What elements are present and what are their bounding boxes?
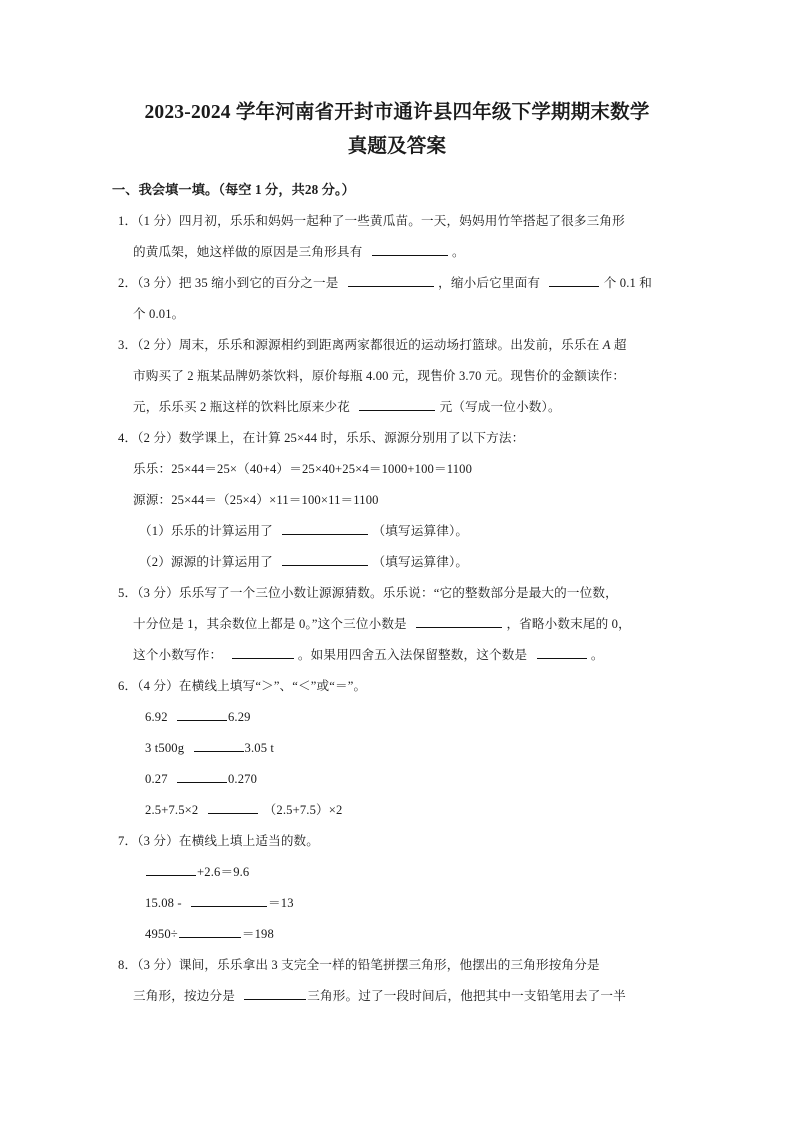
question-6-item-2-right: 3.05 t xyxy=(244,741,275,755)
question-4-sub-1-blank[interactable] xyxy=(282,522,368,535)
question-3-text-e: 元（写成一位小数）。 xyxy=(439,400,561,414)
question-5-text-b: ，省略小数末尾的 0， xyxy=(506,617,631,631)
question-8-text-a: 三角形，按边分是 xyxy=(133,989,235,1003)
question-6-item-4-left: 2.5+7.5×2 xyxy=(145,803,199,817)
question-4-sub-1-text-a: （1）乐乐的计算运用了 xyxy=(139,524,273,538)
question-7-item-3-blank[interactable] xyxy=(179,925,241,938)
section-header-fill-in: 一、我会填一填。（每空 1 分，共28 分。） xyxy=(112,182,355,197)
question-6-item-1-blank[interactable] xyxy=(177,708,227,721)
question-2-line-1 xyxy=(112,268,682,299)
question-6-prompt: 6．（4 分）在横线上填写“＞”、“＜”或“＝”。 xyxy=(118,679,367,693)
question-4-method-lele: 乐乐：25×44＝25×（40+4）＝25×40+25×4＝1000+100＝1100 xyxy=(133,462,473,476)
question-4-sub-1-text-b: （填写运算律）。 xyxy=(372,524,469,538)
page-title-line-1: 2023-2024 学年河南省开封市通许县四年级下学期期末数学 xyxy=(144,102,650,123)
question-6-item-1 xyxy=(112,702,682,733)
question-3-text-c: 超 xyxy=(610,338,627,352)
question-7-item-1-blank[interactable] xyxy=(146,863,196,876)
question-1-line-1: 1．（1 分）四月初，乐乐和妈妈一起种了一些黄瓜苗。一天，妈妈用竹竿搭起了很多三角形 xyxy=(118,214,625,228)
question-4-line-1: 4．（2 分）数学课上，在计算 25×44 时，乐乐、源源分别用了以下方法： xyxy=(118,431,525,445)
question-3-line-3 xyxy=(112,392,682,423)
question-7-item-2 xyxy=(112,888,682,919)
question-7-item-2-right: ＝13 xyxy=(268,896,294,910)
question-4 xyxy=(112,423,682,578)
question-7-prompt: 7．（3 分）在横线上填上适当的数。 xyxy=(118,834,320,848)
question-5-blank-2[interactable] xyxy=(232,646,294,659)
question-7-item-2-blank[interactable] xyxy=(191,894,267,907)
question-7 xyxy=(112,826,682,950)
question-6-item-1-left: 6.92 xyxy=(145,710,168,724)
question-5-blank-1[interactable] xyxy=(416,615,502,628)
question-5 xyxy=(112,578,682,671)
question-6-item-2-blank[interactable] xyxy=(194,739,244,752)
question-6-item-3-blank[interactable] xyxy=(177,770,227,783)
question-7-item-3-left: 4950÷ xyxy=(145,927,178,941)
question-3-line-1 xyxy=(112,330,682,361)
question-4-sub-2 xyxy=(112,547,682,578)
question-6-item-2 xyxy=(112,733,682,764)
question-5-line-1: 5．（3 分）乐乐写了一个三位小数让源源猜数。乐乐说：“它的整数部分是最大的一位数， xyxy=(118,586,618,600)
question-5-text-e: 。 xyxy=(590,648,604,662)
question-1-text-b: 。 xyxy=(452,245,465,259)
question-6-item-3-right: 0.270 xyxy=(227,772,258,786)
question-2-blank-1[interactable] xyxy=(348,274,434,287)
question-2-text-b: ，缩小后它里面有 xyxy=(438,276,541,290)
question-3-store-label: A xyxy=(602,338,611,352)
question-8-line-1: 8．（3 分）课间，乐乐拿出 3 支完全一样的铅笔拼摆三角形，他摆出的三角形按角分是 xyxy=(118,958,600,972)
question-4-sub-1 xyxy=(112,516,682,547)
question-6-item-4-right: （2.5+7.5）×2 xyxy=(263,803,343,817)
question-4-sub-2-text-b: （填写运算律）。 xyxy=(372,555,469,569)
question-5-line-2 xyxy=(112,609,682,640)
question-1-blank-1[interactable] xyxy=(372,243,448,256)
question-2 xyxy=(112,268,682,330)
question-7-item-2-left: 15.08 - xyxy=(145,896,182,910)
question-7-item-1-right: +2.6＝9.6 xyxy=(197,865,250,879)
question-6-item-2-left: 3 t500g xyxy=(145,741,185,755)
question-3-text-d: 元，乐乐买 2 瓶这样的饮料比原来少花 xyxy=(133,400,350,414)
page-title xyxy=(112,96,682,164)
question-8-text-b: 三角形。过了一段时间后，他把其中一支铅笔用去了一半 xyxy=(307,989,626,1003)
question-6-item-1-right: 6.29 xyxy=(227,710,251,724)
question-4-method-yuanyuan: 源源：25×44＝（25×4）×11＝100×11＝1100 xyxy=(133,493,379,507)
question-6 xyxy=(112,671,682,826)
question-1 xyxy=(112,206,682,268)
page-title-line-2: 真题及答案 xyxy=(347,136,447,157)
question-3-blank-1[interactable] xyxy=(359,398,435,411)
question-6-item-4 xyxy=(112,795,682,826)
question-3-line-2: 市购买了 2 瓶某品牌奶茶饮料，原价每瓶 4.00 元，现售价 3.70 元。现售价的金额读作： xyxy=(133,369,626,383)
question-6-item-3 xyxy=(112,764,682,795)
question-5-line-3 xyxy=(112,640,682,671)
question-2-text-a: 2．（3 分）把 35 缩小到它的百分之一是 xyxy=(118,276,339,290)
question-5-text-d: 。如果用四舍五入法保留整数，这个数是 xyxy=(297,648,528,662)
question-3-text-a: 3．（2 分）周末，乐乐和源源相约到距离两家都很近的运动场打篮球。出发前，乐乐在 xyxy=(118,338,603,352)
page-content xyxy=(112,96,682,1012)
question-7-item-3 xyxy=(112,919,682,950)
question-2-text-c: 个 0.1 和 xyxy=(603,276,653,290)
question-5-blank-3[interactable] xyxy=(537,646,587,659)
question-8-line-2 xyxy=(112,981,682,1012)
question-8-blank-1[interactable] xyxy=(244,987,306,1000)
question-5-text-c: 这个小数写作： xyxy=(133,648,223,662)
question-7-item-3-right: ＝198 xyxy=(241,927,274,941)
question-4-sub-2-blank[interactable] xyxy=(282,553,368,566)
question-4-sub-2-text-a: （2）源源的计算运用了 xyxy=(139,555,273,569)
question-7-item-1 xyxy=(112,857,682,888)
question-6-item-3-left: 0.27 xyxy=(145,772,168,786)
question-8 xyxy=(112,950,682,1012)
question-2-blank-2[interactable] xyxy=(549,274,599,287)
question-5-text-a: 十分位是 1，其余数位上都是 0。”这个三位小数是 xyxy=(133,617,407,631)
question-3 xyxy=(112,330,682,423)
question-6-item-4-blank[interactable] xyxy=(208,801,258,814)
question-1-line-2 xyxy=(112,237,682,268)
question-2-line-2: 个 0.01。 xyxy=(133,307,185,321)
question-1-text-a: 的黄瓜架，她这样做的原因是三角形具有 xyxy=(133,245,363,259)
